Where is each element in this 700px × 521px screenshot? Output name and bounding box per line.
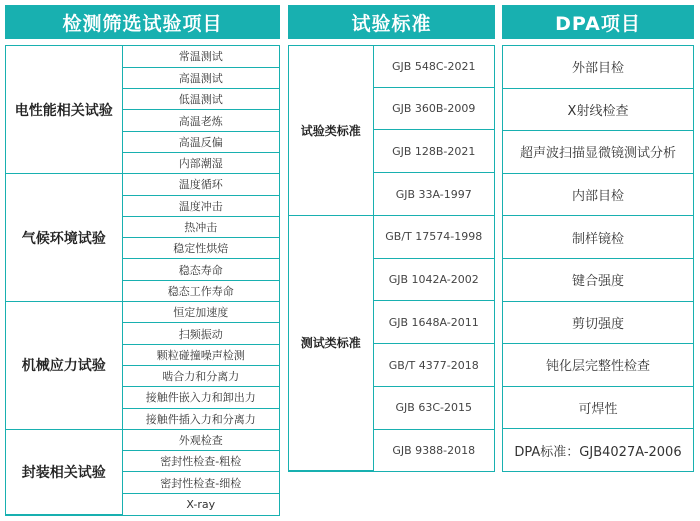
- standard-code: GJB 33A-1997: [373, 173, 494, 216]
- dpa-item: 可焊性: [503, 387, 693, 430]
- dpa-item: 钝化层完整性检查: [503, 344, 693, 387]
- screening-item: 接触件插入力和分离力: [122, 408, 279, 429]
- standards-panel: [288, 45, 495, 472]
- screening-item: 内部潮湿: [122, 152, 279, 173]
- screening-item: 稳态寿命: [122, 259, 279, 280]
- screening-item: 恒定加速度: [122, 302, 279, 323]
- dpa-item: X射线检查: [503, 89, 693, 132]
- standard-row: [289, 215, 494, 258]
- screening-item: 热冲击: [122, 216, 279, 237]
- standards-header: 试验标准: [288, 5, 495, 39]
- screening-item: 外观检查: [122, 429, 279, 450]
- screening-row: [6, 46, 279, 67]
- dpa-item: 超声波扫描显微镜测试分析: [503, 131, 693, 174]
- screening-panel: [5, 45, 280, 516]
- standard-code: GJB 360B-2009: [373, 87, 494, 130]
- dpa-item: 剪切强度: [503, 302, 693, 345]
- screening-item: 常温测试: [122, 46, 279, 67]
- screening-table: [6, 46, 279, 515]
- standard-type: 测试类标准: [289, 215, 373, 470]
- screening-item: 稳定性烘焙: [122, 238, 279, 259]
- standards-table: [289, 46, 494, 471]
- screening-item: 接触件嵌入力和卸出力: [122, 387, 279, 408]
- dpa-panel: [502, 45, 694, 472]
- dpa-item: 外部目检: [503, 46, 693, 89]
- standard-code: GJB 1648A-2011: [373, 301, 494, 344]
- screening-item: 温度冲击: [122, 195, 279, 216]
- screening-item: 密封性检查-粗检: [122, 451, 279, 472]
- standard-code: GJB 63C-2015: [373, 386, 494, 429]
- dpa-header: DPA项目: [502, 5, 694, 39]
- standard-row: [289, 46, 494, 87]
- dpa-item: 键合强度: [503, 259, 693, 302]
- screening-item: 颗粒碰撞噪声检测: [122, 344, 279, 365]
- screening-category: 机械应力试验: [6, 302, 122, 430]
- screening-item: X-ray: [122, 493, 279, 514]
- screening-row: [6, 302, 279, 323]
- standard-type: 试验类标准: [289, 46, 373, 215]
- screening-item: 高温反偏: [122, 131, 279, 152]
- screening-item: 低温测试: [122, 89, 279, 110]
- screening-item: 高温测试: [122, 67, 279, 88]
- screening-item: 啮合力和分离力: [122, 365, 279, 386]
- screening-header: 检测筛选试验项目: [5, 5, 280, 39]
- standard-code: GB/T 17574-1998: [373, 215, 494, 258]
- screening-item: 温度循环: [122, 174, 279, 195]
- screening-row: [6, 174, 279, 195]
- standard-code: GJB 9388-2018: [373, 429, 494, 470]
- screening-category: 气候环境试验: [6, 174, 122, 302]
- screening-item: 密封性检查-细检: [122, 472, 279, 493]
- dpa-item: 制样镜检: [503, 216, 693, 259]
- dpa-standard: DPA标准：GJB4027A-2006: [514, 444, 682, 460]
- standard-code: GJB 1042A-2002: [373, 258, 494, 301]
- dpa-list: [503, 46, 693, 471]
- screening-item: 高温老炼: [122, 110, 279, 131]
- screening-row: [6, 429, 279, 450]
- screening-category: 封装相关试验: [6, 429, 122, 514]
- standard-code: GB/T 4377-2018: [373, 344, 494, 387]
- screening-category: 电性能相关试验: [6, 46, 122, 174]
- screening-item: 稳态工作寿命: [122, 280, 279, 301]
- dpa-item: 内部目检: [503, 174, 693, 217]
- standard-code: GJB 548C-2021: [373, 46, 494, 87]
- screening-item: 扫频振动: [122, 323, 279, 344]
- standard-code: GJB 128B-2021: [373, 130, 494, 173]
